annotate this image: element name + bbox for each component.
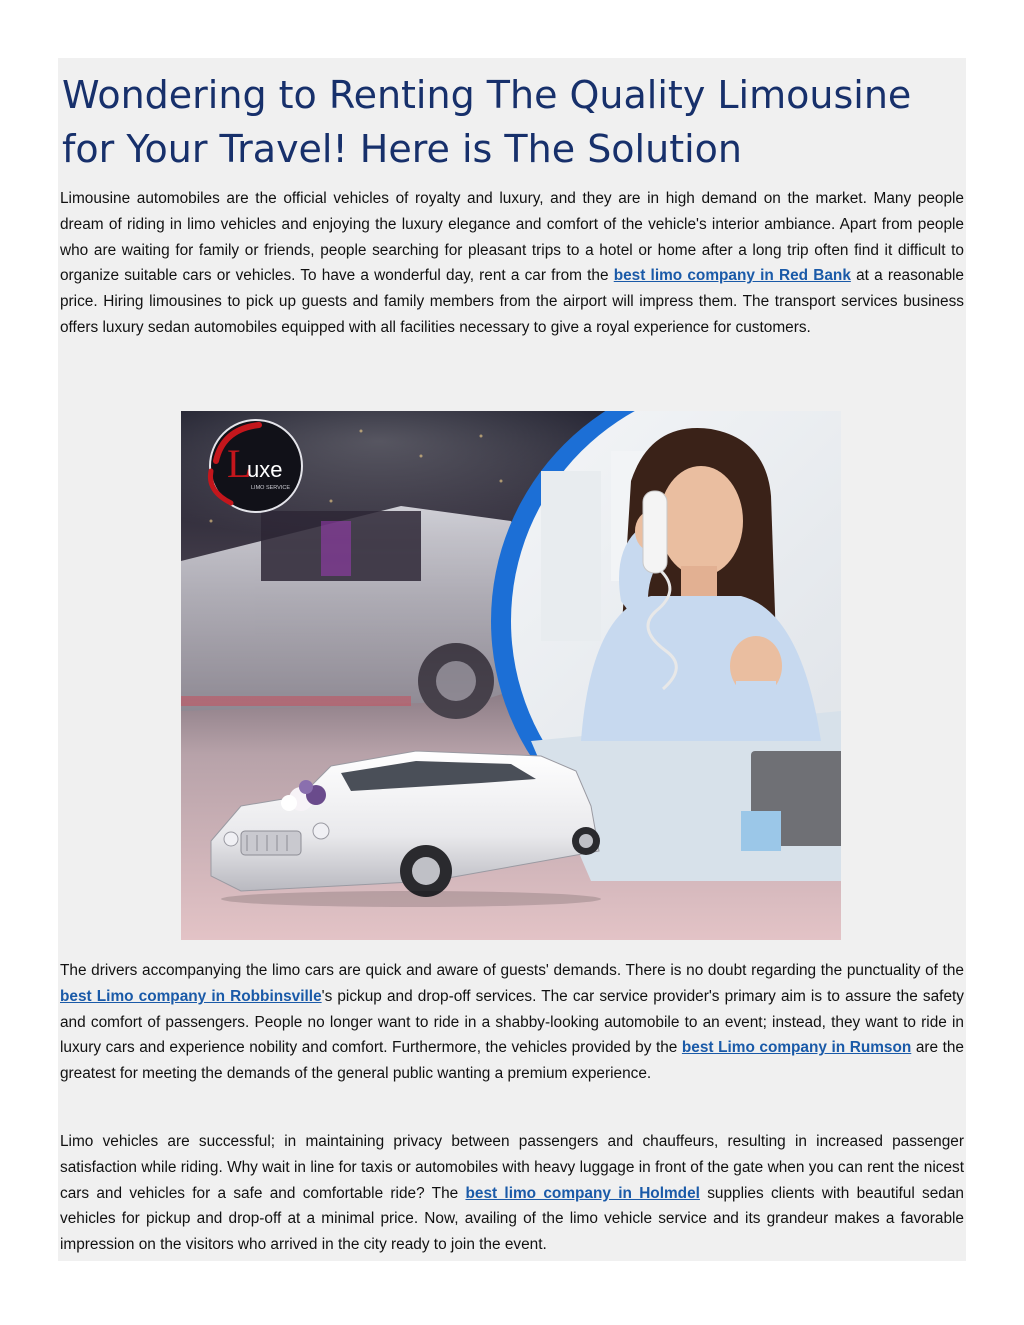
paragraph-text: The drivers accompanying the limo cars are quick and aware of guests' demands. There is no doubt regarding the punctuality of the <box>60 962 964 979</box>
document-page <box>58 58 966 1261</box>
svg-text:L: L <box>227 441 252 486</box>
paragraph-text: supplies clients with beautiful sedan vehicles for pickup and drop-off at a minimal price. Now, availing of the limo vehicle service and its grandeur makes a favorable impression on the visitors who arrived in the city ready to join the event. <box>60 1184 964 1254</box>
link-red-bank[interactable]: best limo company in Red Bank <box>613 267 851 285</box>
paragraph-text: 's pickup and drop-off services. The car service provider's primary aim is to assure the safety and comfort of passengers. People no longer want to ride in a shabby-looking automobile to an event; instead, they want to ride in luxury cars and experience nobility and comfort. Furthermore, the vehicles provided by the <box>60 987 964 1057</box>
limo-service-image <box>181 411 841 940</box>
paragraph-text: are the greatest for meeting the demands of the general public wanting a premium experience. <box>60 1039 964 1083</box>
paragraph-privacy <box>60 1129 964 1258</box>
paragraph-drivers <box>60 958 964 1087</box>
link-rumson[interactable]: best Limo company in Rumson <box>681 1039 912 1057</box>
paragraph-text: Limo vehicles are successful; in maintaining privacy between passengers and chauffeurs, resulting in increased passenger satisfaction while riding. Why wait in line for taxis or automobiles with heavy luggage in front of the gate when you can rent the nicest cars and vehicles for a safe and comfortable ride? The <box>60 1133 964 1202</box>
limo-illustration <box>181 411 841 940</box>
link-holmdel[interactable]: best limo company in Holmdel <box>465 1184 700 1202</box>
link-robbinsville[interactable]: best Limo company in Robbinsville <box>60 987 322 1005</box>
logo-subtext: LIMO SERVICE <box>251 485 291 491</box>
page-title: Wondering to Renting The Quality Limousine for Your Travel! Here is The Solution <box>62 73 912 171</box>
logo-text: uxe <box>247 457 283 482</box>
paragraph-text: at a reasonable price. Hiring limousines to pick up guests and family members from the airport will impress them. The transport services business offers luxury sedan automobiles equipped with all facilities necessary to give a royal experience for customers. <box>60 267 964 336</box>
luxe-logo <box>210 420 302 512</box>
paragraph-intro <box>60 186 964 341</box>
paragraph-text: Limousine automobiles are the official vehicles of royalty and luxury, and they are in high demand on the market. Many people dream of riding in limo vehicles and enjoying the luxury elegance and comfort of the vehicle's interior ambiance. Apart from people who are waiting for family or friends, people searching for pleasant trips to a hotel or home after a long trip often find it difficult to organize suitable cars or vehicles. To have a wonderful day, rent a car from the <box>60 190 964 285</box>
limousine-car <box>211 751 601 907</box>
